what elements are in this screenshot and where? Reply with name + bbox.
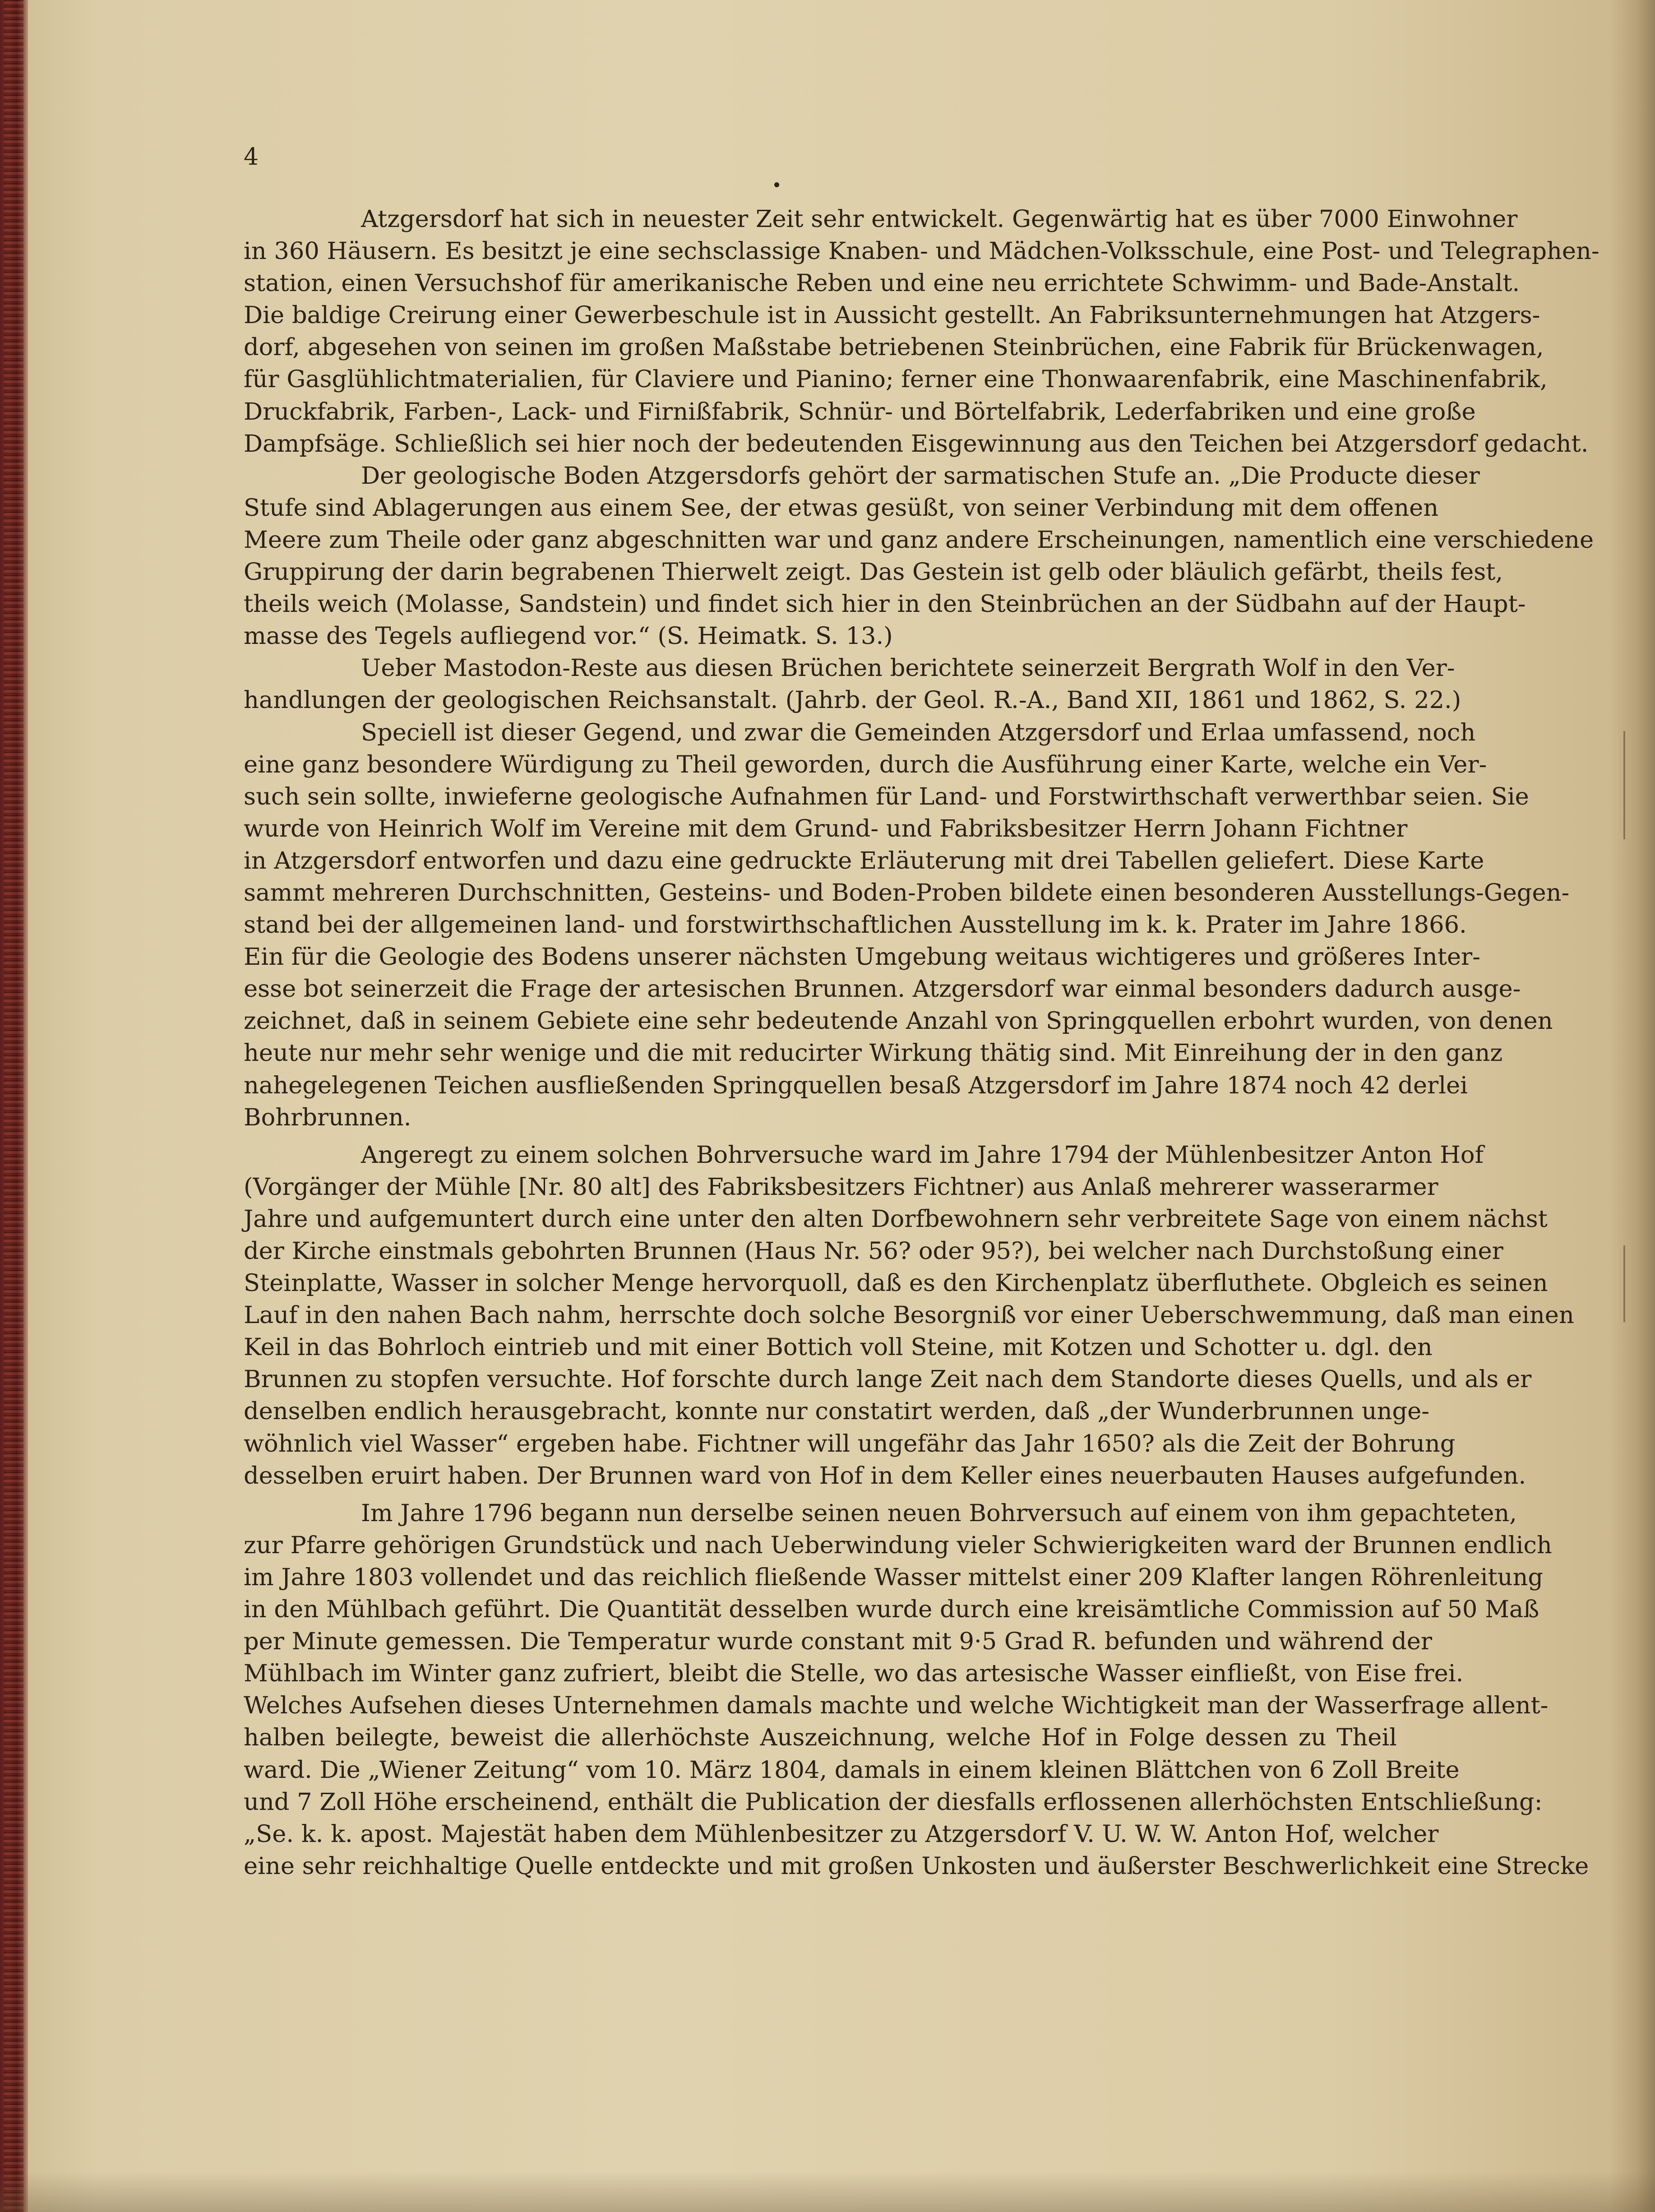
text-line: Stufe sind Ablagerungen aus einem See, der etwas gesüßt, von seiner Verbindung mit dem offenen (244, 494, 1439, 522)
text-line: theils weich (Molasse, Sandstein) und findet sich hier in den Steinbrüchen an der Südbahn auf der Haupt- (244, 590, 1526, 618)
text-line: dorf, abgesehen von seinen im großen Maßstabe betriebenen Steinbrüchen, eine Fabrik für Brückenwagen, (244, 333, 1544, 361)
text-line: wöhnlich viel Wasser“ ergeben habe. Fichtner will ungefähr das Jahr 1650? als die Zeit der Bohrung (244, 1430, 1456, 1458)
text-line: Brunnen zu stopfen versuchte. Hof forschte durch lange Zeit nach dem Standorte dieses Quells, und als er (244, 1365, 1532, 1393)
text-line: Gruppirung der darin begrabenen Thierwelt zeigt. Das Gestein ist gelb oder bläulich gefärbt, theils fest, (244, 558, 1503, 586)
text-line: ward. Die „Wiener Zeitung“ vom 10. März 1804, damals in einem kleinen Blättchen von 6 Zoll Breite (244, 1756, 1460, 1784)
paragraph (244, 1139, 1574, 1492)
text-line: Mühlbach im Winter ganz zufriert, bleibt die Stelle, wo das artesische Wasser einfließt, von Eise frei. (244, 1660, 1464, 1688)
text-line: denselben endlich herausgebracht, konnte nur constatirt werden, daß „der Wunderbrunnen unge- (244, 1398, 1430, 1425)
text-line: Atzgersdorf hat sich in neuester Zeit sehr entwickelt. Gegenwärtig hat es über 7000 Einwohner (361, 205, 1518, 233)
text-line: Welches Aufsehen dieses Unternehmen damals machte und welche Wichtigkeit man der Wasserfrage allent- (244, 1692, 1549, 1720)
text-line: in den Mühlbach geführt. Die Quantität desselben wurde durch eine kreisämtliche Commission auf 50 Maß (244, 1596, 1539, 1624)
text-line: zur Pfarre gehörigen Grundstück und nach Ueberwindung vieler Schwierigkeiten ward der Brunnen endlich (244, 1531, 1552, 1559)
text-line: Speciell ist dieser Gegend, und zwar die Gemeinden Atzgersdorf und Erlaa umfassend, noch (361, 718, 1476, 746)
paragraph (244, 460, 1594, 652)
text-line: Keil in das Bohrloch eintrieb und mit einer Bottich voll Steine, mit Kotzen und Schotter u. dgl. den (244, 1333, 1433, 1361)
text-line: nahegelegenen Teichen ausfließenden Springquellen besaß Atzgersdorf im Jahre 1874 noch 42 derlei (244, 1071, 1468, 1099)
text-line: Ein für die Geologie des Bodens unserer nächsten Umgebung weitaus wichtigeres und größeres Inter- (244, 943, 1480, 971)
text-line: handlungen der geologischen Reichsanstalt. (Jahrb. der Geol. R.-A., Band XII, 1861 und 1862, S. 22.) (244, 686, 1461, 714)
text-line: stand bei der allgemeinen land- und forstwirthschaftlichen Ausstellung im k. k. Prater im Jahre 1866. (244, 911, 1467, 939)
text-line: such sein sollte, inwieferne geologische Aufnahmen für Land- und Forstwirthschaft verwerthbar seien. Sie (244, 782, 1529, 810)
text-line: Dampfsäge. Schließlich sei hier noch der bedeutenden Eisgewinnung aus den Teichen bei Atzgersdorf gedacht. (244, 430, 1589, 458)
text-line: Ueber Mastodon-Reste aus diesen Brüchen berichtete seinerzeit Bergrath Wolf in den Ver- (361, 654, 1455, 682)
text-line: sammt mehreren Durchschnitten, Gesteins- und Boden-Proben bildete einen besonderen Ausstellungs-Gegen- (244, 879, 1570, 907)
text-line: im Jahre 1803 vollendet und das reichlich fließende Wasser mittelst einer 209 Klafter langen Röhrenleitung (244, 1563, 1544, 1591)
page-number: 4 (244, 143, 259, 171)
page-right-shadow (1610, 0, 1655, 2212)
text-line: für Gasglühlichtmaterialien, für Claviere und Pianino; ferner eine Thonwaarenfabrik, eine Maschinenfabrik, (244, 366, 1548, 393)
text-line: Die baldige Creirung einer Gewerbeschule ist in Aussicht gestellt. An Fabriksunternehmungen hat Atzgers- (244, 301, 1540, 329)
text-line: Druckfabrik, Farben-, Lack- und Firnißfabrik, Schnür- und Börtelfabrik, Lederfabriken und eine große (244, 398, 1476, 426)
text-line: halben beilegte, beweist die allerhöchste Auszeichnung, welche Hof in Folge dessen zu Theil (244, 1724, 1397, 1752)
text-line: eine sehr reichhaltige Quelle entdeckte und mit großen Unkosten und äußerster Beschwerlichkeit eine Strecke (244, 1852, 1589, 1880)
text-line: heute nur mehr sehr wenige und die mit reducirter Wirkung thätig sind. Mit Einreihung der in den ganz (244, 1039, 1503, 1067)
text-line: Jahre und aufgemuntert durch eine unter den alten Dorfbewohnern sehr verbreitete Sage von einem nächst (244, 1205, 1548, 1233)
text-line: desselben eruirt haben. Der Brunnen ward von Hof in dem Keller eines neuerbauten Hauses aufgefunden. (244, 1462, 1526, 1490)
body-text (244, 203, 1600, 1882)
text-line: Steinplatte, Wasser in solcher Menge hervorquoll, daß es den Kirchenplatz überfluthete. Obgleich es seinen (244, 1269, 1548, 1297)
text-line: „Se. k. k. apost. Majestät haben dem Mühlenbesitzer zu Atzgersdorf V. U. W. W. Anton Hof, welcher (244, 1820, 1439, 1848)
paragraph (244, 652, 1461, 716)
text-line: station, einen Versuchshof für amerikanische Reben und eine neu errichtete Schwimm- und Bade-Anstalt. (244, 269, 1520, 297)
text-line: Meere zum Theile oder ganz abgeschnitten war und ganz andere Erscheinungen, namentlich eine verschiedene (244, 526, 1594, 554)
text-line: Lauf in den nahen Bach nahm, herrschte doch solche Besorgniß vor einer Ueberschwemmung, daß man einen (244, 1301, 1574, 1329)
book-binding-edge (0, 0, 28, 2212)
text-line: in 360 Häusern. Es besitzt je eine sechsclassige Knaben- und Mädchen-Volksschule, eine Post- und Telegraphen- (244, 237, 1600, 265)
paragraph (244, 717, 1570, 1134)
margin-mark (1623, 731, 1625, 839)
margin-mark (1623, 1245, 1625, 1322)
text-line: der Kirche einstmals gebohrten Brunnen (Haus Nr. 56? oder 95?), bei welcher nach Durchstoßung einer (244, 1237, 1503, 1265)
text-line: und 7 Zoll Höhe erscheinend, enthält die Publication der diesfalls erflossenen allerhöchsten Entschließung: (244, 1788, 1543, 1816)
text-line: per Minute gemessen. Die Temperatur wurde constant mit 9·5 Grad R. befunden und während der (244, 1628, 1433, 1656)
binding-texture (4, 0, 23, 2212)
text-line: esse bot seinerzeit die Frage der artesischen Brunnen. Atzgersdorf war einmal besonders dadurch ausge- (244, 975, 1521, 1003)
text-line: eine ganz besondere Würdigung zu Theil geworden, durch die Ausführung einer Karte, welche ein Ver- (244, 750, 1487, 778)
header-dot (774, 182, 779, 187)
text-line: zeichnet, daß in seinem Gebiete eine sehr bedeutende Anzahl von Springquellen erbohrt wurden, von denen (244, 1007, 1553, 1035)
page-bottom-shadow (0, 2171, 1655, 2212)
text-line: in Atzgersdorf entworfen und dazu eine gedruckte Erläuterung mit drei Tabellen geliefert. Diese Karte (244, 847, 1484, 875)
paragraph-gap (244, 1492, 1397, 1497)
paragraph (244, 1497, 1589, 1882)
paragraph (244, 203, 1600, 460)
text-line: Angeregt zu einem solchen Bohrversuche ward im Jahre 1794 der Mühlenbesitzer Anton Hof (361, 1141, 1484, 1169)
text-line: masse des Tegels aufliegend vor.“ (S. Heimatk. S. 13.) (244, 622, 893, 650)
text-line: Bohrbrunnen. (244, 1103, 411, 1131)
paragraph-gap (244, 1134, 1397, 1139)
text-line: (Vorgänger der Mühle [Nr. 80 alt] des Fabriksbesitzers Fichtner) aus Anlaß mehrerer wasserarmer (244, 1173, 1438, 1201)
text-line: wurde von Heinrich Wolf im Vereine mit dem Grund- und Fabriksbesitzer Herrn Johann Fichtner (244, 814, 1408, 842)
text-line: Im Jahre 1796 begann nun derselbe seinen neuen Bohrversuch auf einem von ihm gepachteten, (361, 1499, 1517, 1527)
text-line: Der geologische Boden Atzgersdorfs gehört der sarmatischen Stufe an. „Die Producte dieser (361, 462, 1480, 490)
